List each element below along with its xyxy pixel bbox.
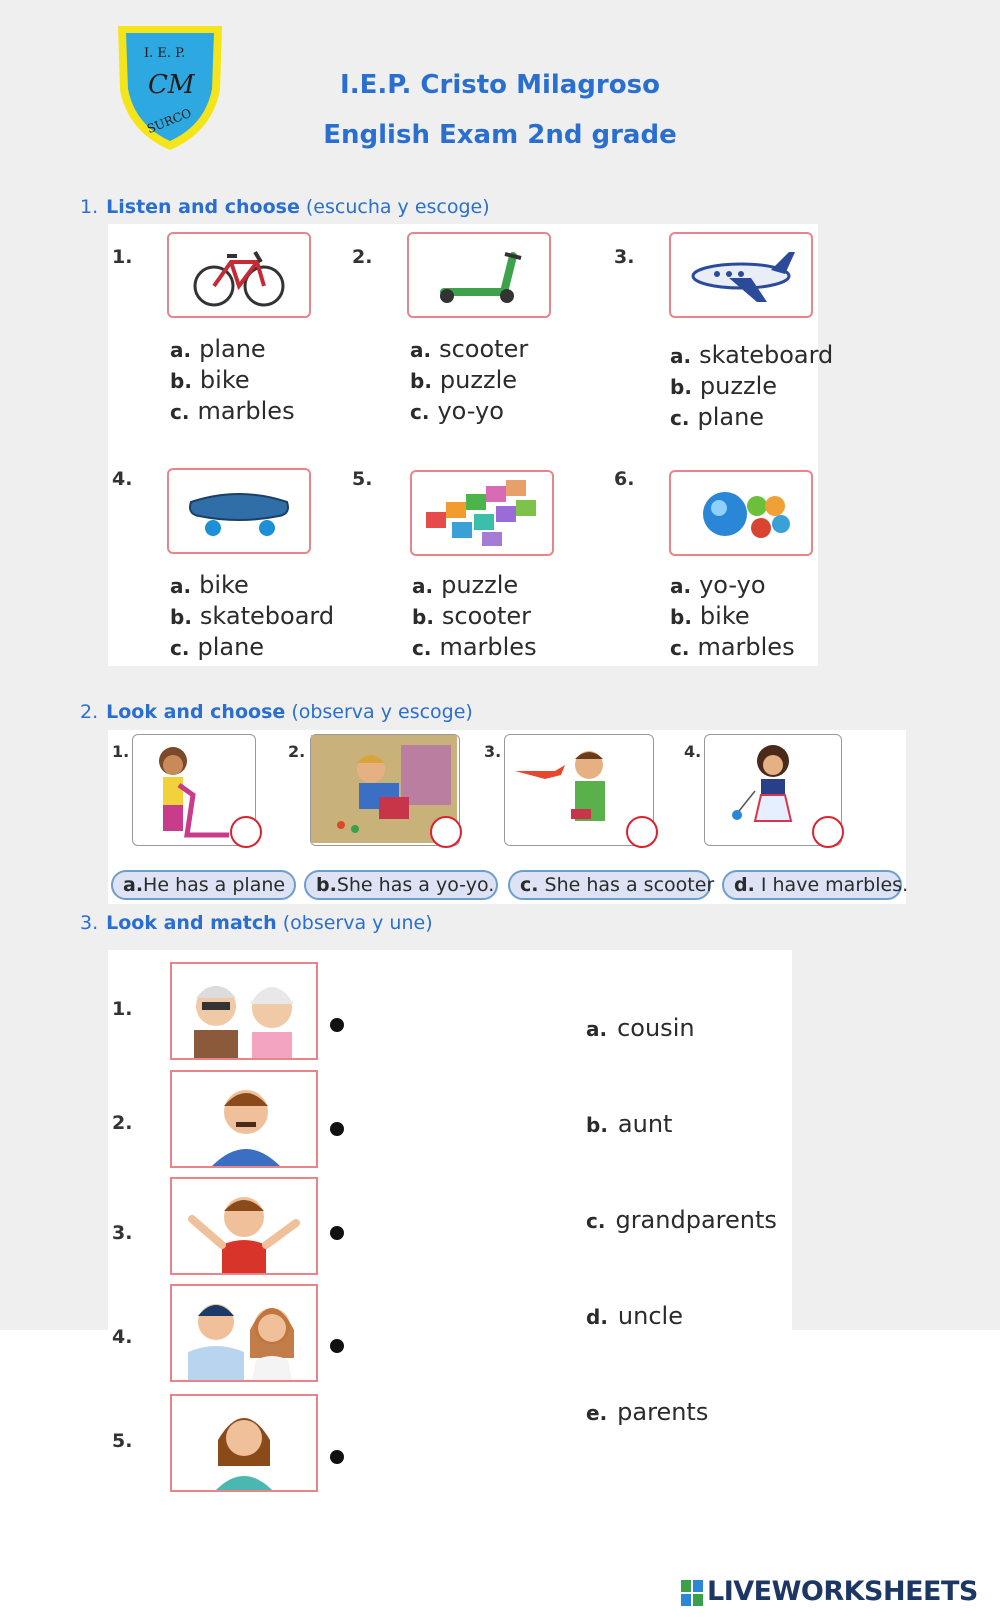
section-title: Listen and choose [106,196,300,218]
answer-circle[interactable] [430,816,462,848]
options-list [412,570,537,663]
match-dot[interactable] [330,1122,344,1136]
option[interactable]: c. plane [670,403,765,431]
brand-text: LIVEWORKSHEETS [707,1576,978,1607]
skateboard-icon [169,470,309,552]
match-word: a. cousin [586,1014,695,1042]
match-dot[interactable] [330,1450,344,1464]
picture-number: 1. [112,998,133,1020]
option[interactable]: b. skateboard [170,602,335,630]
option[interactable]: a. yo-yo [670,571,766,599]
section-subtitle: (escucha y escoge) [305,196,490,218]
option[interactable]: a. skateboard [670,341,834,369]
match-dot[interactable] [330,1018,344,1032]
page-lower-background [0,1330,1000,1617]
option[interactable]: a. plane [170,335,266,363]
picture-frame [170,1070,318,1168]
option[interactable]: b. bike [670,602,750,630]
picture-number: 3. [112,1222,133,1244]
match-word: c. grandparents [586,1206,777,1234]
picture-frame [167,468,311,554]
picture-frame [170,1284,318,1382]
sentence-pill[interactable]: c. She has a scooter [508,870,711,900]
logo-text-surco: SURCO [145,105,194,137]
sentence-pill[interactable]: d. I have marbles. [722,870,902,900]
sentence-pill[interactable]: b.She has a yo-yo. [304,870,498,900]
option[interactable]: c. marbles [670,633,795,661]
picture-frame [669,470,813,556]
option[interactable]: b. puzzle [410,366,517,394]
match-dot[interactable] [330,1226,344,1240]
options-list [670,340,833,433]
sentence-pill[interactable]: a.He has a plane [111,870,296,900]
logo-text-cm: CM [148,70,195,100]
picture-frame [407,232,551,318]
options-list [170,570,334,663]
picture-number: 1. [112,742,130,761]
match-word: b. aunt [586,1110,673,1138]
question-number: 5. [352,468,373,490]
option[interactable]: b. scooter [412,602,532,630]
picture-number: 4. [684,742,702,761]
picture-number: 5. [112,1430,133,1452]
picture-frame [167,232,311,318]
section-number: 3. [80,912,99,934]
parents-icon [172,1286,316,1380]
section-title: Look and match [106,912,277,934]
cousin-icon [172,1179,316,1273]
section-3-heading [80,912,433,934]
grandparents-icon [172,964,316,1058]
school-logo [112,20,228,154]
liveworksheets-icon [681,1580,703,1606]
picture-number: 3. [484,742,502,761]
option[interactable]: c. yo-yo [410,397,504,425]
picture-frame [170,1177,318,1275]
option[interactable]: b. puzzle [670,372,777,400]
question-number: 2. [352,246,373,268]
liveworksheets-logo [681,1576,978,1607]
answer-circle[interactable] [812,816,844,848]
section-1-heading [80,196,490,218]
marbles-icon [671,472,811,554]
picture-number: 2. [288,742,306,761]
section-subtitle: (observa y escoge) [291,701,473,723]
option[interactable]: c. marbles [412,633,537,661]
picture-frame [669,232,813,318]
answer-circle[interactable] [626,816,658,848]
picture-frame [170,1394,318,1492]
bike-icon [169,234,309,316]
scooter-icon [409,234,549,316]
puzzle-icon [412,472,552,554]
option[interactable]: a. bike [170,571,249,599]
section-subtitle: (observa y une) [282,912,433,934]
section-number: 2. [80,701,99,723]
question-number: 1. [112,246,133,268]
question-number: 6. [614,468,635,490]
question-number: 3. [614,246,635,268]
option[interactable]: a. puzzle [412,571,519,599]
aunt-icon [172,1396,316,1490]
logo-text-iep: I. E. P. [144,46,186,61]
option[interactable]: a. scooter [410,335,529,363]
plane-icon [671,234,811,316]
uncle-icon [172,1072,316,1166]
options-list [410,334,528,427]
option[interactable]: b. bike [170,366,250,394]
picture-number: 2. [112,1112,133,1134]
section-number: 1. [80,196,99,218]
options-list [170,334,295,427]
exam-title: English Exam 2nd grade [323,120,677,150]
section-2-heading [80,701,473,723]
match-word: d. uncle [586,1302,683,1330]
match-word: e. parents [586,1398,709,1426]
option[interactable]: c. plane [170,633,265,661]
question-number: 4. [112,468,133,490]
section-title: Look and choose [106,701,286,723]
options-list [670,570,795,663]
school-name: I.E.P. Cristo Milagroso [340,70,660,100]
picture-frame [410,470,554,556]
picture-number: 4. [112,1326,133,1348]
answer-circle[interactable] [230,816,262,848]
match-dot[interactable] [330,1339,344,1353]
option[interactable]: c. marbles [170,397,295,425]
picture-frame [170,962,318,1060]
